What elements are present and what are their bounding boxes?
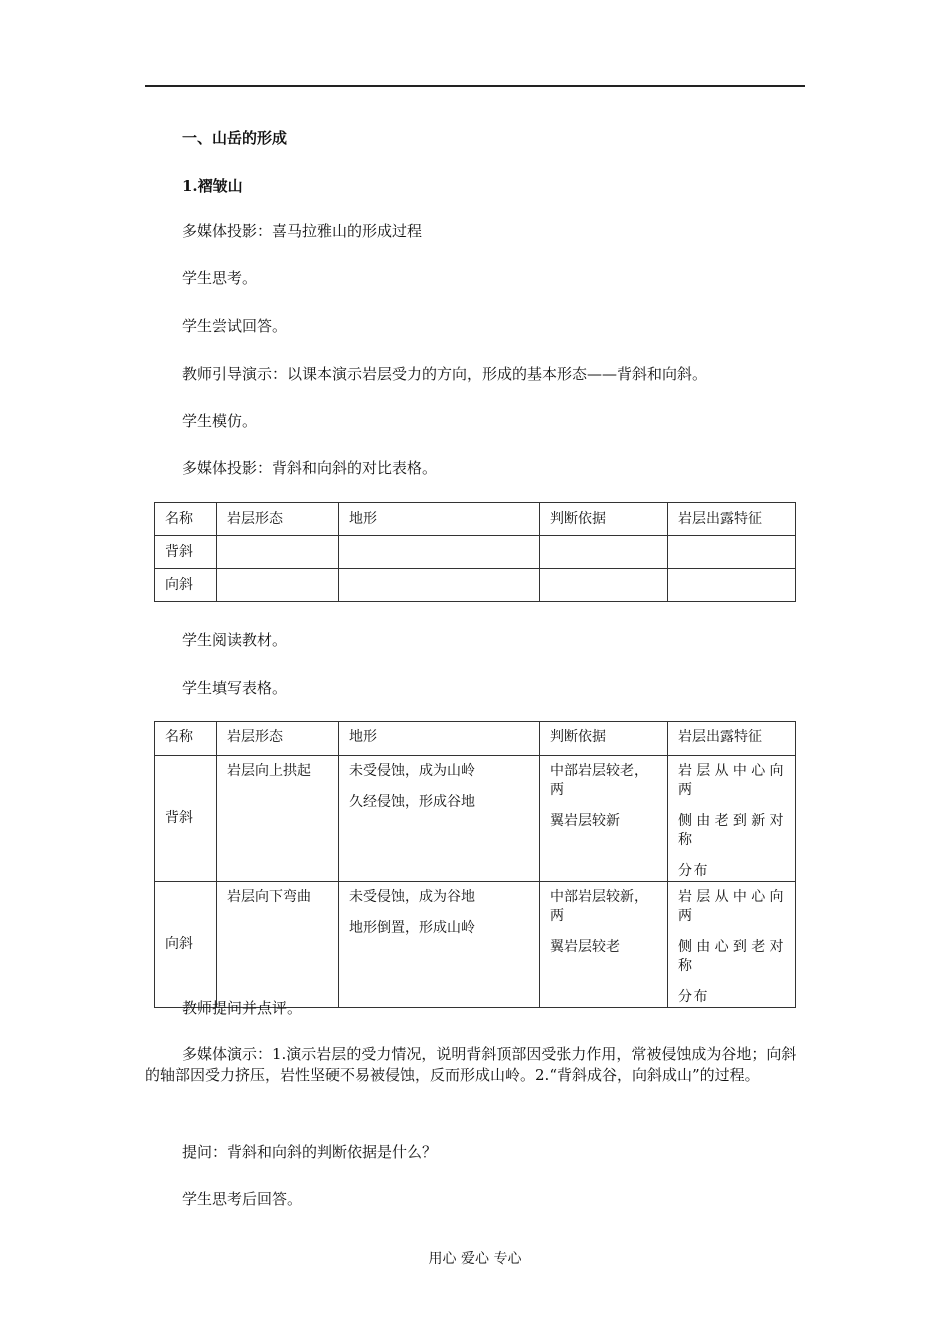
cell-line: 久经侵蚀，形成谷地 (349, 794, 475, 810)
table-header-cell: 名称 (155, 722, 217, 756)
cell-line: 翼岩层较老 (550, 939, 620, 955)
table-cell-feature (668, 756, 796, 882)
paragraph: 多媒体投影：喜马拉雅山的形成过程 (182, 222, 423, 240)
empty-comparison-table (154, 502, 796, 602)
cell-line: 侧由老到新对称 (678, 813, 785, 848)
paragraph: 学生思考后回答。 (182, 1190, 303, 1208)
paragraph: 学生思考。 (182, 269, 258, 287)
table-row (155, 569, 796, 602)
page-footer: 用心 爱心 专心 (428, 1251, 522, 1267)
table-cell-form: 岩层向下弯曲 (217, 882, 339, 1008)
paragraph-multiline: 多媒体演示：1.演示岩层的受力情况，说明背斜顶部因受张力作用，常被侵蚀成为谷地；向斜的轴部因受力挤压，岩性坚硬不易被侵蚀，反而形成山岭。2.“背斜成谷，向斜成山”的过程。 (145, 1045, 797, 1084)
table-cell (217, 536, 339, 569)
table-header-cell: 岩层形态 (217, 503, 339, 536)
table-cell (217, 569, 339, 602)
header-rule (145, 85, 805, 87)
table-cell-terrain (339, 882, 540, 1008)
table-header-cell: 地形 (339, 503, 540, 536)
paragraph: 学生模仿。 (182, 412, 258, 430)
cell-line: 未受侵蚀，成为山岭 (349, 763, 475, 779)
table-header-cell: 岩层出露特征 (668, 503, 796, 536)
table-row (155, 536, 796, 569)
cell-line: 地形倒置，形成山岭 (349, 920, 475, 936)
table-header-row (155, 503, 796, 536)
paragraph: 学生阅读教材。 (182, 631, 288, 649)
table-header-cell: 判断依据 (540, 503, 668, 536)
table-cell (668, 536, 796, 569)
table-cell-form: 岩层向上拱起 (217, 756, 339, 882)
cell-line: 岩层从中心向两 (678, 763, 785, 798)
table-cell: 向斜 (155, 569, 217, 602)
table-cell (668, 569, 796, 602)
table-row-anticline (155, 756, 796, 882)
filled-comparison-table (154, 721, 796, 1008)
table-cell-name: 向斜 (155, 882, 217, 1008)
cell-line: 岩层从中心向两 (678, 889, 785, 924)
cell-line: 侧由心到老对称 (678, 939, 785, 974)
paragraph: 学生填写表格。 (182, 679, 288, 697)
table-cell-basis (540, 756, 668, 882)
table-header-cell: 岩层形态 (217, 722, 339, 756)
section-heading: 一、山岳的形成 (182, 129, 288, 147)
cell-line: 分布 (678, 863, 709, 879)
table-header-row (155, 722, 796, 756)
table-header-cell: 岩层出露特征 (668, 722, 796, 756)
table-cell: 背斜 (155, 536, 217, 569)
table-cell (540, 536, 668, 569)
table-cell (540, 569, 668, 602)
subsection-heading: 1.褶皱山 (182, 177, 243, 195)
table-cell (339, 536, 540, 569)
cell-line: 分布 (678, 989, 709, 1005)
table-header-cell: 名称 (155, 503, 217, 536)
paragraph: 多媒体投影：背斜和向斜的对比表格。 (182, 459, 438, 477)
paragraph: 学生尝试回答。 (182, 317, 288, 335)
cell-line: 中部岩层较老，两 (550, 763, 648, 798)
table-header-cell: 判断依据 (540, 722, 668, 756)
table-cell-feature (668, 882, 796, 1008)
paragraph: 教师提问并点评。 (182, 999, 303, 1017)
table-cell-name: 背斜 (155, 756, 217, 882)
table-row-syncline (155, 882, 796, 1008)
table-cell-basis (540, 882, 668, 1008)
cell-line: 翼岩层较新 (550, 813, 620, 829)
paragraph: 教师引导演示：以课本演示岩层受力的方向，形成的基本形态——背斜和向斜。 (182, 365, 708, 383)
paragraph: 提问：背斜和向斜的判断依据是什么？ (182, 1143, 438, 1161)
cell-line: 未受侵蚀，成为谷地 (349, 889, 475, 905)
cell-line: 中部岩层较新，两 (550, 889, 648, 924)
table-cell-terrain (339, 756, 540, 882)
table-cell (339, 569, 540, 602)
table-header-cell: 地形 (339, 722, 540, 756)
